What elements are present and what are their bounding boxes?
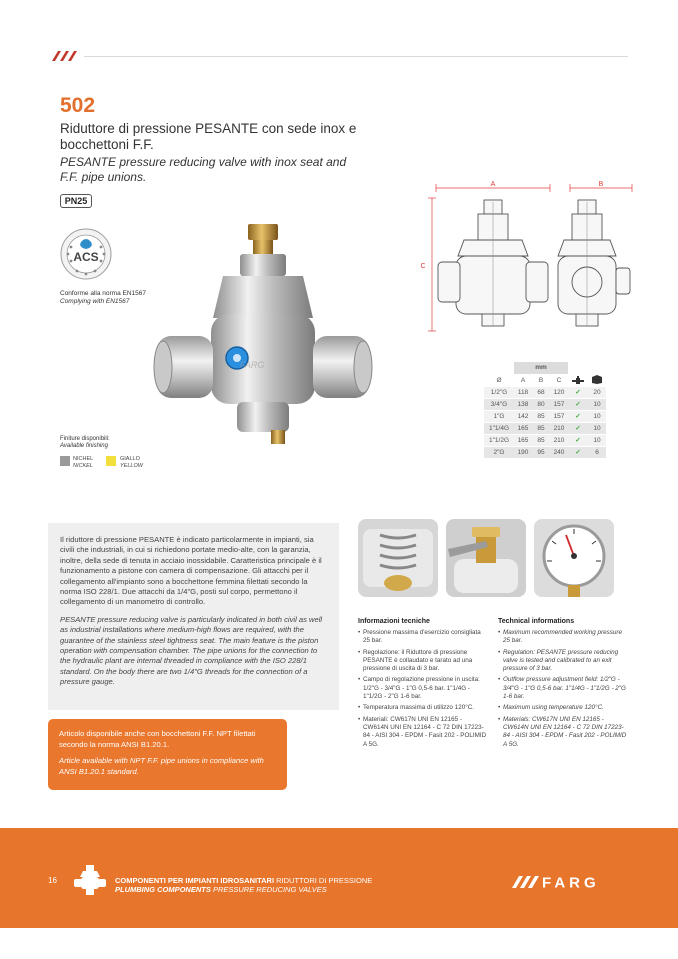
table-row: 2"G 190 95 240 ✓ 6	[484, 446, 606, 458]
product-photo	[145, 218, 395, 468]
acs-certification-seal-icon	[60, 228, 112, 280]
npt-note-en: Article available with NPT F.F. pipe unions in compliance with ANSI B1.20.1 standard.	[59, 756, 264, 776]
header-c: C	[550, 374, 568, 386]
description-en: PESANTE pressure reducing valve is particularly indicated in both civil as well as industrial installations where medium-high flows are required, with the guarantee of the stainless steel tightness seat. The main feature is the piston operation with compensation chamber. The pipe unions for the connection to the hydraulic plant are internal threaded in compliance with the ISO 228/1 standard. On the body there are two 1/4"G threads for the connection of a pressure gauge.	[60, 614, 323, 687]
technical-drawing	[412, 176, 642, 336]
header-valve-icon	[568, 374, 588, 386]
finishes-title-en: Available finishing	[60, 443, 108, 449]
list-item: • Materiali: CW617N UNI EN 12165 - CW614N UNI EN 12164 - C 72 DIN 17223-84 - AISI 304 - EPDM - Fasit 202 - POLIMID A 5G.	[358, 716, 488, 749]
list-item: • Outflow pressure adjustment field: 1/2"G - 3/4"G - 1"G 0,5-6 bar. 1"1/4G - 1"1/2G - 2"G 1-6 bar.	[498, 676, 628, 701]
header-divider	[84, 56, 628, 57]
npt-availability-note	[48, 719, 287, 790]
svg-text:FARG: FARG	[240, 360, 265, 370]
check-icon: ✓	[568, 446, 588, 458]
page-number: 16	[48, 876, 57, 885]
list-item: • Pressione massima d'esercizio consigliata 25 bar.	[358, 629, 488, 646]
brand-stripes-icon	[48, 50, 78, 62]
dimension-label-a: A	[490, 181, 496, 188]
table-row: 1"1/2G 165 85 210 ✓ 10	[484, 434, 606, 446]
finish-label-nickel: NICHEL NICKEL	[73, 456, 94, 469]
compliance-text-it: Conforme alla norma EN1567	[60, 290, 146, 297]
list-item: • Maximum using temperature 120°C.	[498, 704, 628, 712]
technical-info-it	[358, 618, 488, 752]
product-title-en: PESANTE pressure reducing valve with inox seat and F.F. pipe unions.	[60, 155, 347, 184]
list-item: • Regolazione: il Riduttore di pressione PESANTE è collaudato e tarato ad una pressione di uscita di 3 bar.	[358, 649, 488, 674]
npt-note-it: Articolo disponibile anche con bocchettoni F.F. NPT filettati secondo la norma ANSI B1.20.1.	[59, 729, 256, 749]
table-row: 1/2"G 118 68 120 ✓ 20	[484, 386, 606, 398]
check-icon: ✓	[568, 434, 588, 446]
pressure-class-badge: PN25	[60, 194, 92, 208]
header-diameter: Ø	[484, 374, 514, 386]
header-b: B	[532, 374, 550, 386]
list-item: • Campo di regolazione pressione in uscita: 1/2"G - 3/4"G - 1"G 0,5-6 bar. 1"1/4G - 1"1/2G - 2"G 1-6 bar.	[358, 676, 488, 701]
farg-logo-text: FARG	[542, 875, 600, 889]
dimension-label-b: B	[598, 181, 604, 188]
list-item: • Materials: CW617N UNI EN 12165 - CW614N UNI EN 12164 - C 72 DIN 17223-84 - AISI 304 - EPDM - Fasit 202 - POLIMID A 5G.	[498, 716, 628, 749]
dimensions-table	[484, 362, 606, 459]
detail-photo-adjustment	[446, 519, 526, 597]
check-icon: ✓	[568, 422, 588, 434]
header-a: A	[514, 374, 532, 386]
check-icon: ✓	[568, 398, 588, 410]
valve-silhouette-icon	[74, 865, 106, 895]
product-title-it: Riduttore di pressione PESANTE con sede inox e bocchettoni F.F.	[60, 121, 357, 152]
check-icon: ✓	[568, 386, 588, 398]
farg-logo	[512, 875, 630, 889]
header-package-icon	[588, 374, 606, 386]
detail-photo-pressure-gauge	[534, 519, 614, 597]
table-row: 3/4"G 138 80 157 ✓ 10	[484, 398, 606, 410]
check-icon: ✓	[568, 410, 588, 422]
detail-photo-spring	[358, 519, 438, 597]
finishes-title-it: Finiture disponibili:	[60, 436, 110, 442]
list-item: • Maximum recommended working pressure 25 bar.	[498, 629, 628, 646]
footer-category-it: COMPONENTI PER IMPIANTI IDROSANITARI RIDUTTORI DI PRESSIONE	[115, 876, 373, 885]
finish-label-yellow: GIALLO YELLOW	[120, 456, 143, 469]
technical-info-en	[498, 618, 628, 752]
footer-category-en: PLUMBING COMPONENTS PRESSURE REDUCING VALVES	[115, 885, 327, 894]
dimension-label-c: C	[420, 263, 426, 270]
table-row: 1"1/4G 165 85 210 ✓ 10	[484, 422, 606, 434]
unit-header: mm	[514, 362, 568, 374]
finish-swatch-yellow	[106, 456, 116, 466]
description-it: Il riduttore di pressione PESANTE è indicato particolarmente in impianti, sia civili che industriali, in cui si richiedono portate medio-alte, con la garanzia, inoltre, della sede di tenuta in acciaio inossidabile. Caratteristica principale è il funzionamento a pistone con camera di compensazione. Gli attacchi per il collegamento all'impianto sono a bocchettone femmina filettati secondo la norma ISO 228/1. Due attacchi da 1/4"G, posti sul corpo, permettono il collegamento di un manometro di controllo.	[60, 535, 322, 607]
technical-info-it-title: Informazioni tecniche	[358, 618, 430, 625]
product-code: 502	[60, 94, 96, 117]
acs-badge-text: ACS	[73, 250, 99, 264]
list-item: • Temperatura massima di utilizzo 120°C.	[358, 704, 488, 712]
finish-swatch-nickel	[60, 456, 70, 466]
description-panel	[48, 523, 339, 710]
list-item: • Regulation: PESANTE pressure reducing valve is tested and calibrated to an exit pressure of 3 bar.	[498, 649, 628, 674]
table-row: 1"G 142 85 157 ✓ 10	[484, 410, 606, 422]
compliance-text-en: Complying with EN1567	[60, 298, 130, 305]
technical-info-en-title: Technical informations	[498, 618, 575, 625]
